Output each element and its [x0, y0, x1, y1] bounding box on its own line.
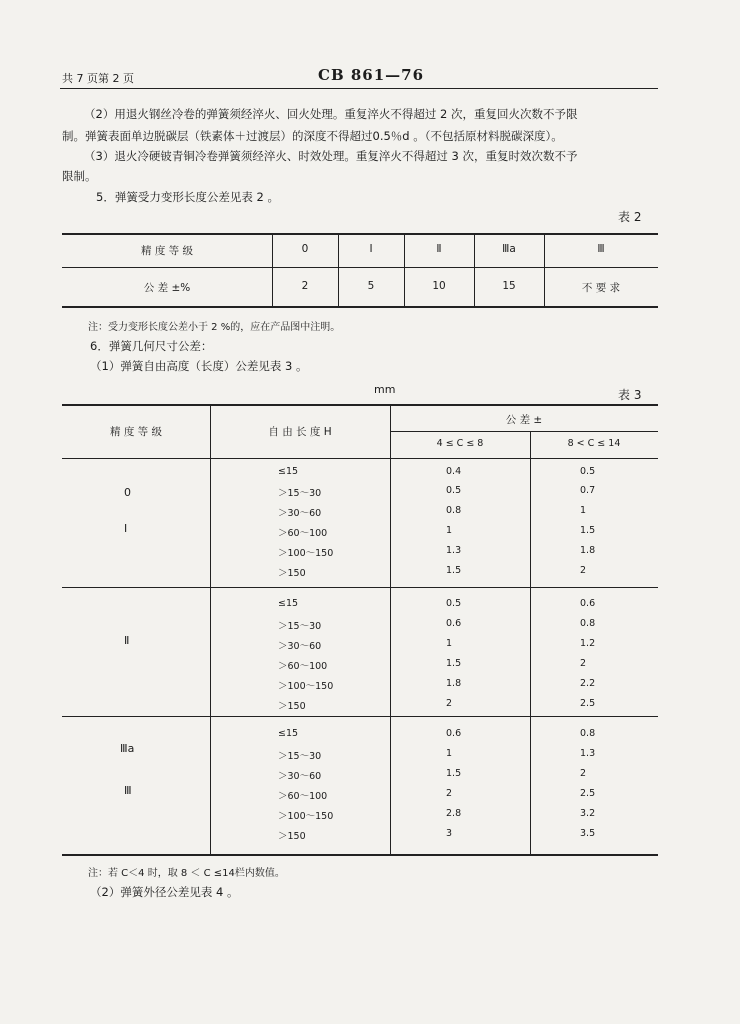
table-3-g2-c1-6: 2: [446, 698, 453, 709]
table-3-g2-length-3: ＞30～60: [278, 641, 322, 652]
table-2-grade-header: 精 度 等 级: [140, 245, 193, 257]
table-3-g3-c2-4: 2.5: [580, 788, 596, 799]
table-3-length-header: 自 由 长 度 H: [268, 426, 332, 438]
table-2-grade-IIIa: Ⅲa: [502, 243, 516, 255]
table-3-g1-length-1: ≤15: [278, 466, 299, 477]
table-3-g1-c2-4: 1.5: [580, 525, 596, 536]
table-3-c-range-2: 8 < C ≤ 14: [567, 438, 621, 449]
table-3-group-3-grade-III: Ⅲ: [124, 784, 132, 797]
table-2-label: 表 2: [618, 210, 642, 224]
table-2-value-III: 不 要 求: [581, 282, 621, 294]
table-3-g3-c2-2: 1.3: [580, 748, 596, 759]
table-3-g3-length-2: ＞15～30: [278, 751, 322, 762]
table-3-g2-c2-2: 0.8: [580, 618, 596, 629]
table-2-value-0: 2: [301, 280, 309, 292]
paragraph-2-line-1: （2）用退火钢丝冷卷的弹簧须经淬火、回火处理。重复淬火不得超过 2 次，重复回火次数不予限: [84, 107, 578, 121]
item-6-sub-2: （2）弹簧外径公差见表 4 。: [90, 885, 239, 899]
table-3-g3-length-3: ＞30～60: [278, 771, 322, 782]
table-2-grade-0: 0: [301, 243, 309, 255]
table-3-g1-length-5: ＞100～150: [278, 548, 334, 559]
table-3-g2-c2-4: 2: [580, 658, 587, 669]
table-3-g2-c2-3: 1.2: [580, 638, 596, 649]
table-3-g3-c1-3: 1.5: [446, 768, 462, 779]
table-3-g1-c1-4: 1: [446, 525, 453, 536]
table-2-grade-II: Ⅱ: [436, 243, 442, 255]
table-3-g1-length-6: ＞150: [278, 568, 306, 579]
table-3-g2-c2-1: 0.6: [580, 598, 596, 609]
item-5: 5．弹簧受力变形长度公差见表 2 。: [96, 190, 279, 204]
table-3-g1-c2-2: 0.7: [580, 485, 596, 496]
table-3-g2-c1-3: 1: [446, 638, 453, 649]
table-2-grade-I: Ⅰ: [369, 243, 373, 255]
item-6-sub-1: （1）弹簧自由高度（长度）公差见表 3 。: [90, 359, 308, 373]
table-3-group-3-grade-IIIa: Ⅲa: [120, 742, 135, 755]
table-3-g2-c1-1: 0.5: [446, 598, 462, 609]
table-2-note: 注：受力变形长度公差小于 2 %的，应在产品图中注明。: [88, 322, 341, 333]
table-3-grade-header: 精 度 等 级: [109, 426, 162, 438]
paragraph-2-line-2: 制。弹簧表面单边脱碳层（铁素体＋过渡层）的深度不得超过0.5％d 。（不包括原材料脱碳深度）。: [62, 129, 563, 143]
table-3-g1-c1-3: 0.8: [446, 505, 462, 516]
table-3-g1-c2-5: 1.8: [580, 545, 596, 556]
table-3-g1-c1-5: 1.3: [446, 545, 462, 556]
table-2-value-IIIa: 15: [502, 280, 516, 292]
table-2-grade-III: Ⅲ: [597, 243, 605, 255]
table-3-g1-c2-6: 2: [580, 565, 587, 576]
table-3-g3-length-5: ＞100～150: [278, 811, 334, 822]
header-rule: [60, 88, 658, 89]
table-3-group-1-grade-I: Ⅰ: [124, 522, 128, 535]
table-3-g2-length-4: ＞60～100: [278, 661, 328, 672]
table-3-group-1-grade-0: 0: [124, 486, 131, 499]
table-3-g3-length-4: ＞60～100: [278, 791, 328, 802]
table-3-unit: mm: [374, 383, 396, 396]
table-2-tol-header: 公 差 ±%: [143, 282, 191, 294]
table-3-g1-c2-1: 0.5: [580, 466, 596, 477]
table-3-g3-c1-6: 3: [446, 828, 453, 839]
table-3-g3-c1-4: 2: [446, 788, 453, 799]
table-3-g2-c1-4: 1.5: [446, 658, 462, 669]
table-2-value-II: 10: [432, 280, 446, 292]
table-3-g3-c2-5: 3.2: [580, 808, 596, 819]
table-3-g1-c1-1: 0.4: [446, 466, 462, 477]
table-3-g1-c2-3: 1: [580, 505, 587, 516]
table-3-g1-length-2: ＞15～30: [278, 488, 322, 499]
table-3-g1-c1-6: 1.5: [446, 565, 462, 576]
item-6-title: 6．弹簧几何尺寸公差：: [90, 339, 213, 353]
paragraph-3-line-2: 限制。: [62, 169, 97, 183]
table-3-tolerance-header: 公 差 ±: [505, 414, 543, 426]
table-3-g3-length-1: ≤15: [278, 728, 299, 739]
table-3-g1-c1-2: 0.5: [446, 485, 462, 496]
standard-code: CB 861—76: [318, 66, 425, 84]
table-3-g2-length-2: ＞15～30: [278, 621, 322, 632]
table-3-note: 注：若 C＜4 时，取 8 ＜ C ≤14栏内数值。: [88, 868, 285, 879]
table-3-g3-c2-6: 3.5: [580, 828, 596, 839]
table-3-c-range-1: 4 ≤ C ≤ 8: [436, 438, 484, 449]
table-3-g3-c2-1: 0.8: [580, 728, 596, 739]
page-info: 共 7 页第 2 页: [62, 72, 134, 85]
table-3-g3-c1-2: 1: [446, 748, 453, 759]
table-3-g2-c1-2: 0.6: [446, 618, 462, 629]
paragraph-3-line-1: （3）退火冷硬铍青铜冷卷弹簧须经淬火、时效处理。重复淬火不得超过 3 次，重复时效次数不予: [84, 149, 578, 163]
table-3-g3-c2-3: 2: [580, 768, 587, 779]
table-3-g2-c2-5: 2.2: [580, 678, 596, 689]
table-3-g2-c2-6: 2.5: [580, 698, 596, 709]
table-3-g3-c1-5: 2.8: [446, 808, 462, 819]
table-3-g3-c1-1: 0.6: [446, 728, 462, 739]
table-3-g1-length-3: ＞30～60: [278, 508, 322, 519]
table-3-label: 表 3: [618, 388, 642, 402]
table-3-group-2-grade-II: Ⅱ: [124, 634, 130, 647]
table-3-g2-length-5: ＞100～150: [278, 681, 334, 692]
table-3-g2-length-6: ＞150: [278, 701, 306, 712]
table-3-g2-c1-5: 1.8: [446, 678, 462, 689]
table-3-g3-length-6: ＞150: [278, 831, 306, 842]
table-3-g1-length-4: ＞60～100: [278, 528, 328, 539]
table-3-g2-length-1: ≤15: [278, 598, 299, 609]
table-2-value-I: 5: [367, 280, 375, 292]
